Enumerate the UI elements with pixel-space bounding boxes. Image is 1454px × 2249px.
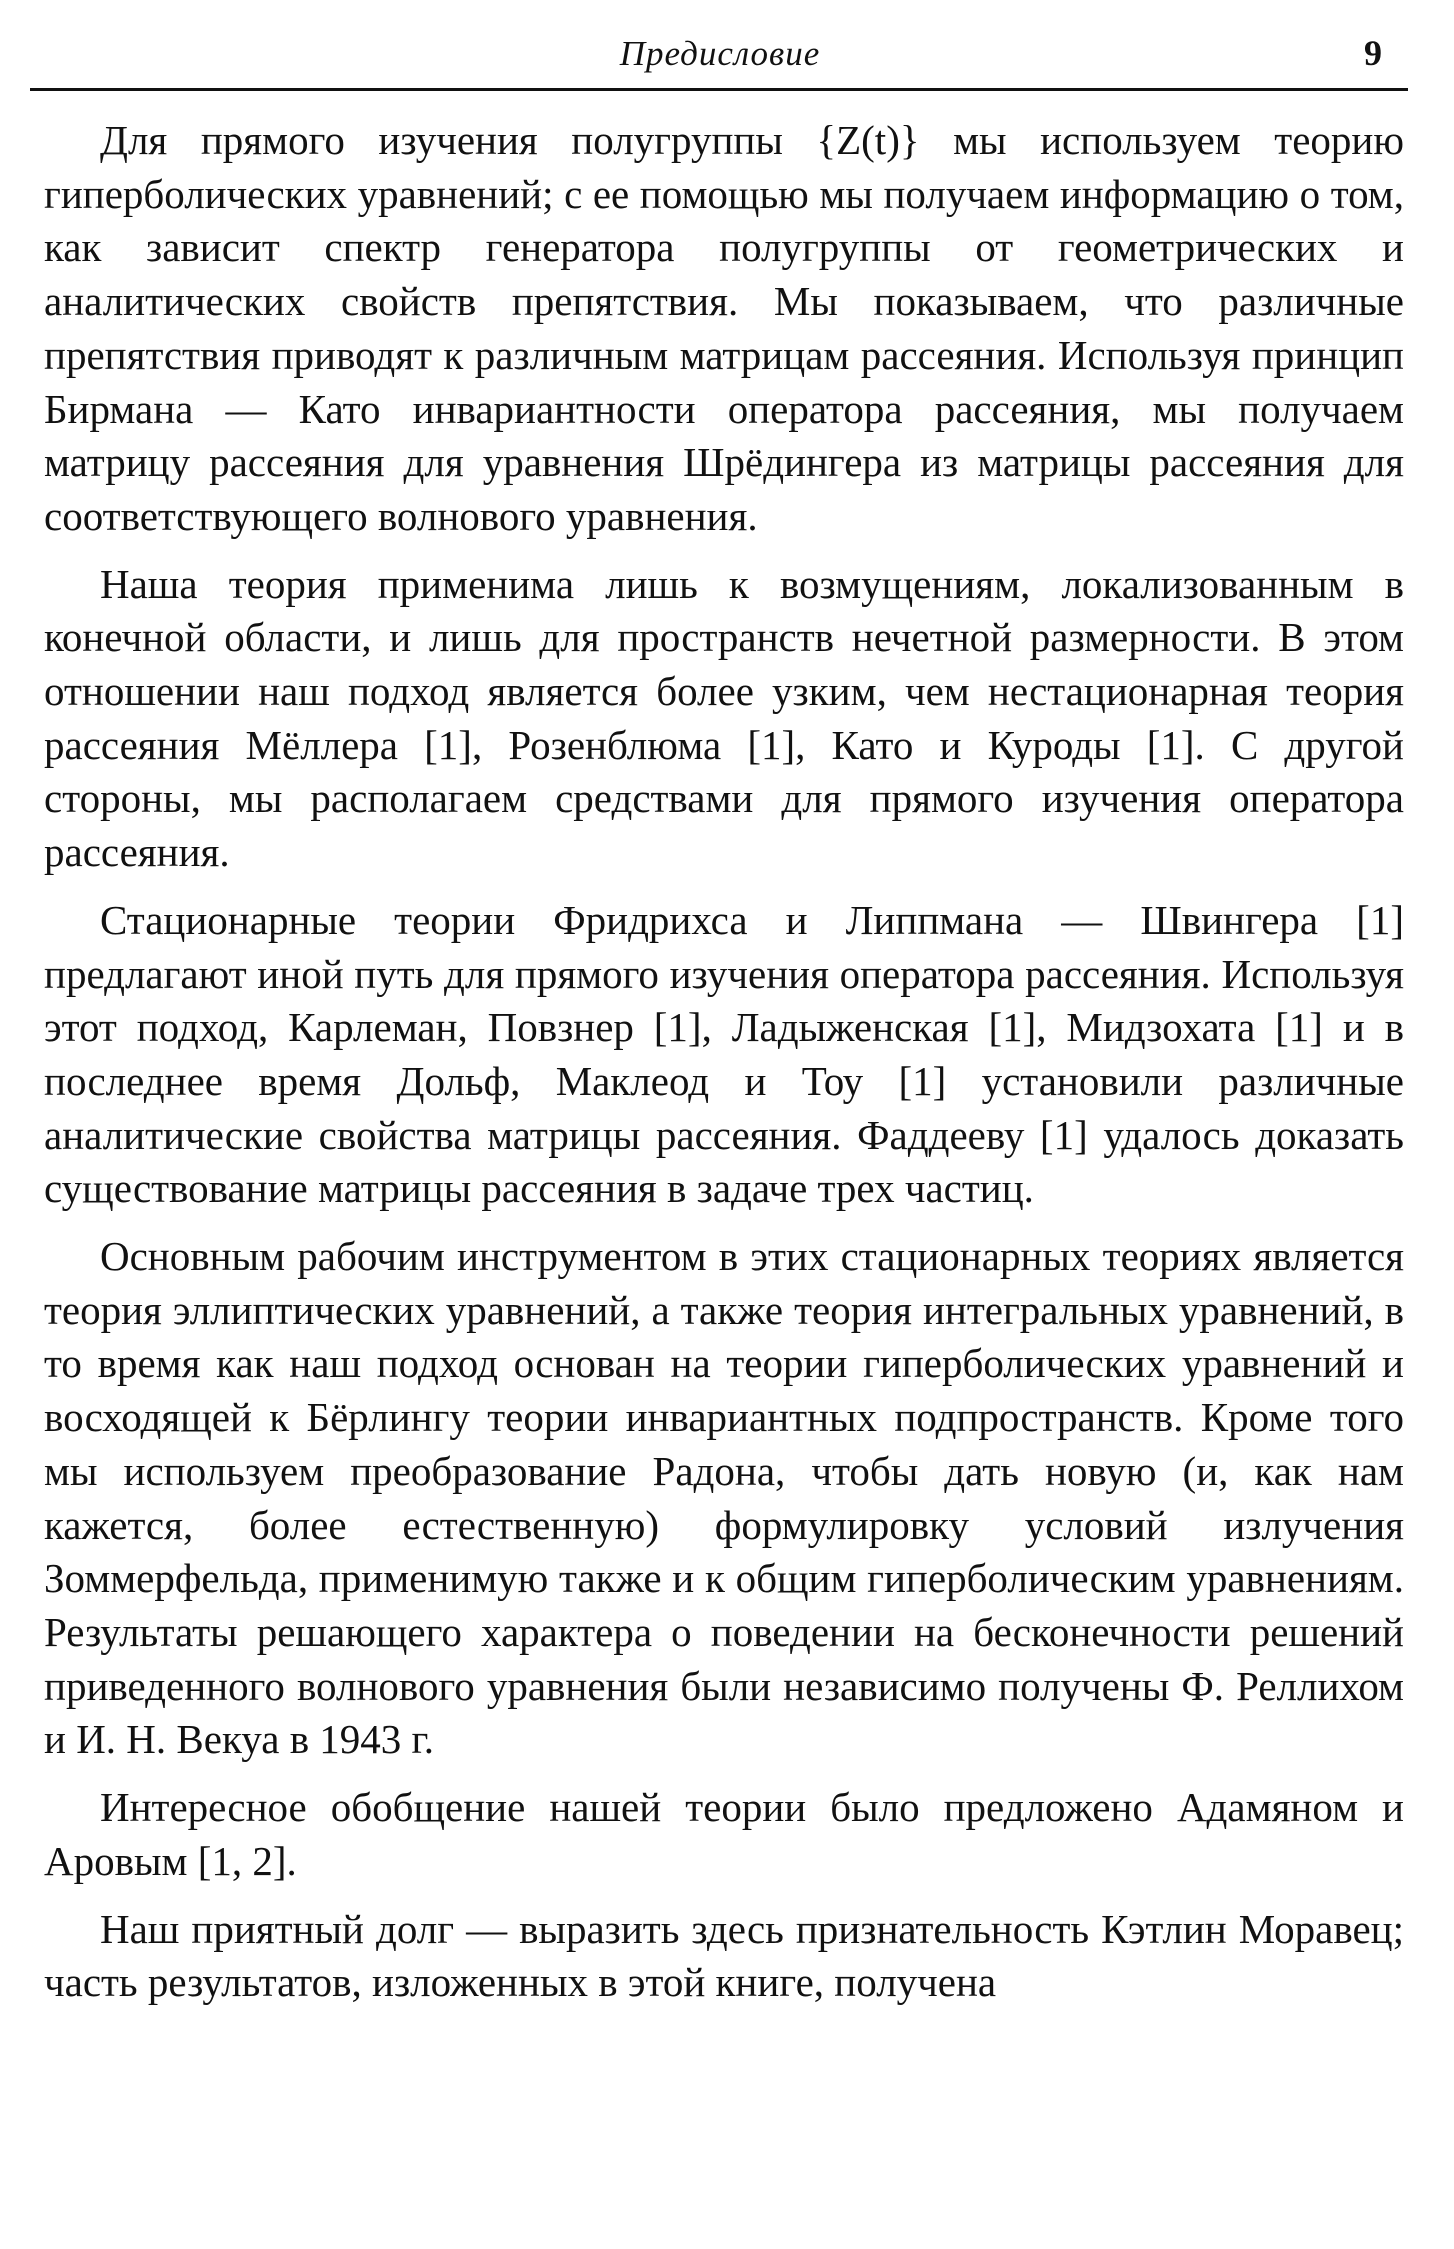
page-number: 9 <box>1364 33 1382 73</box>
paragraph-1: Для прямого изучения полугруппы {Z(t)} мы используем теорию гиперболических уравнений; с ее помощью мы получаем информацию о том, как зависит спектр генератора полугруппы от геометрических и аналитических свойств препятствия. Мы показываем, что различные препятствия приводят к различным матрицам рассеяния. Используя принцип Бирмана — Като инвариантности оператора рассеяния, мы получаем матрицу рассеяния для уравнения Шрёдингера из матрицы рассеяния для соответствующего волнового уравнения. <box>44 117 1404 539</box>
paragraph-3: Стационарные теории Фридрихса и Липпмана — Швингера [1] предлагают иной путь для прямого изучения оператора рассеяния. Используя этот подход, Карлеман, Повзнер [1], Ладыженская [1], Мидзохата [1] и в последнее время Дольф, Маклеод и Тоу [1] установили различные аналитические свойства матрицы рассеяния. Фаддееву [1] удалось доказать существование матрицы рассеяния в задаче трех частиц. <box>44 896 1404 1212</box>
body-text <box>44 114 1404 2024</box>
paragraph-2: Наша теория применима лишь к возмущениям, локализованным в конечной области, и лишь для пространств нечетной размерности. В этом отношении наш подход является более узким, чем нестационарная теория рассеяния Мёллера [1], Розенблюма [1], Като и Куроды [1]. С другой стороны, мы располагаем средствами для прямого изучения оператора рассеяния. <box>44 560 1404 876</box>
paragraph-6: Наш приятный долг — выразить здесь признательность Кэтлин Моравец; часть результатов, изложенных в этой книге, получена <box>44 1905 1404 2006</box>
paragraph-4: Основным рабочим инструментом в этих стационарных теориях является теория эллиптических уравнений, а также теория интегральных уравнений, в то время как наш подход основан на теории гиперболических уравнений и восходящей к Бёрлингу теории инвариантных подпространств. Кроме того мы используем преобразование Радона, чтобы дать новую (и, как нам кажется, более естественную) формулировку условий излучения Зоммерфельда, применимую также и к общим гиперболическим уравнениям. Результаты решающего характера о поведении на бесконечности решений приведенного волнового уравнения были независимо получены Ф. Реллихом и И. Н. Векуа в 1943 г. <box>44 1233 1404 1763</box>
running-title: Предисловие <box>619 34 821 73</box>
paragraph-5: Интересное обобщение нашей теории было предложено Адамяном и Аровым [1, 2]. <box>44 1784 1404 1884</box>
header-rule <box>30 88 1408 91</box>
running-head <box>30 28 1410 84</box>
